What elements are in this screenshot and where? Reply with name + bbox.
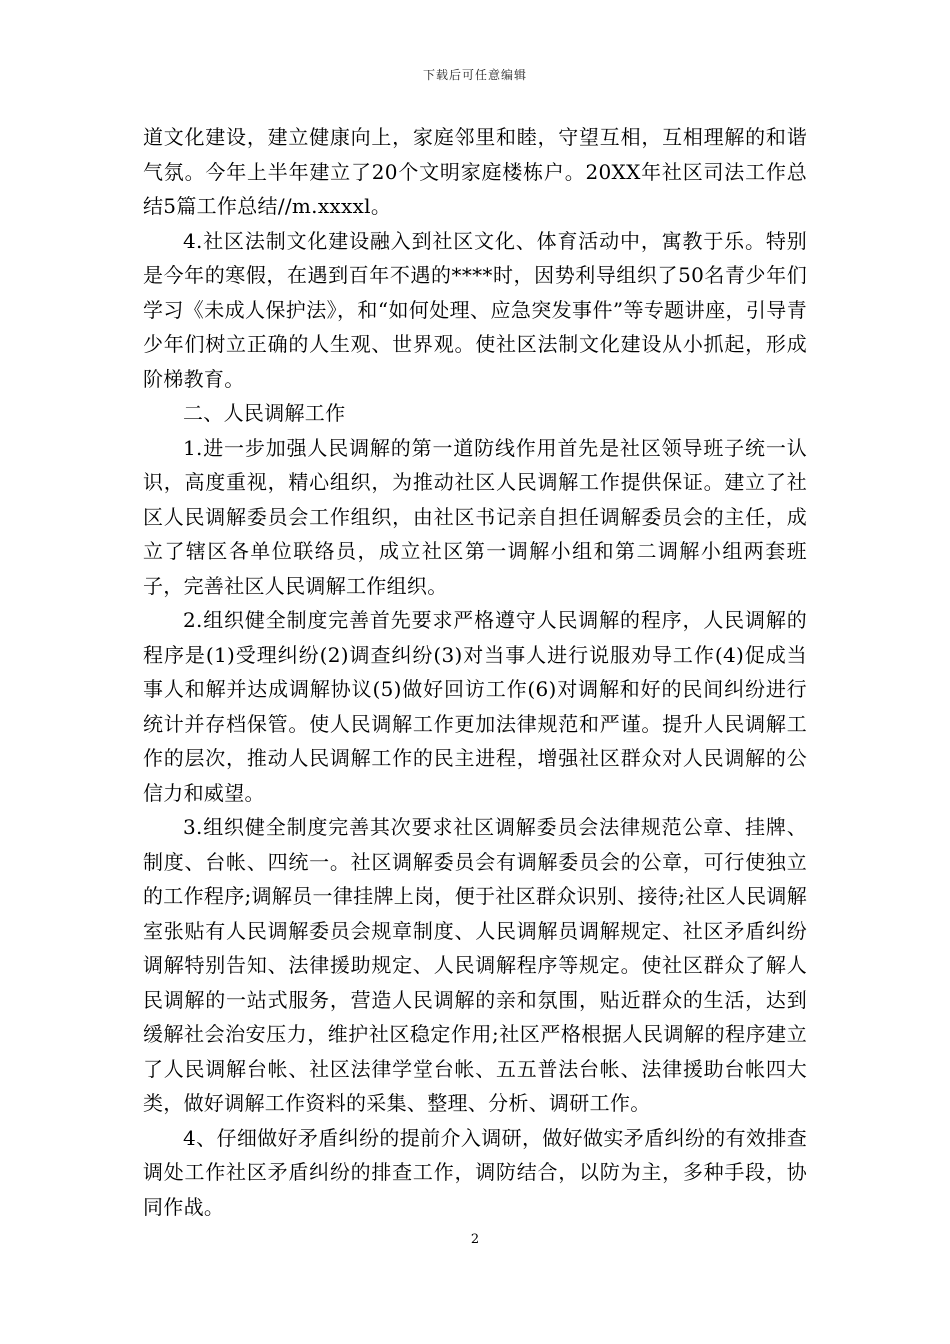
document-body — [143, 120, 807, 1224]
paragraph-4: 2.组织健全制度完善首先要求严格遵守人民调解的程序，人民调解的程序是(1)受理纠纷(2)调查纠纷(3)对当事人进行说服劝导工作(4)促成当事人和解并达成调解协议(5)做好回访工作(6)对调解和好的民间纠纷进行统计并存档保管。使人民调解工作更加法律规范和严谨。提升人民调解工作的层次，推动人民调解工作的民主进程，增强社区群众对人民调解的公信力和威望。 — [143, 608, 807, 805]
page-header: 下载后可任意编辑 — [422, 68, 527, 82]
paragraph-3: 1.进一步加强人民调解的第一道防线作用首先是社区领导班子统一认识，高度重视，精心组织，为推动社区人民调解工作提供保证。建立了社区人民调解委员会工作组织，由社区书记亲自担任调解委员会的主任，成立了辖区各单位联络员，成立社区第一调解小组和第二调解小组两套班子，完善社区人民调解工作组织。 — [143, 435, 807, 598]
page-number: 2 — [470, 1232, 480, 1247]
paragraph-5: 3.组织健全制度完善其次要求社区调解委员会法律规范公章、挂牌、制度、台帐、四统一。社区调解委员会有调解委员会的公章，可行使独立的工作程序;调解员一律挂牌上岗，便于社区群众识别、接待;社区人民调解室张贴有人民调解委员会规章制度、人民调解员调解规定、社区矛盾纠纷调解特别告知、法律援助规定、人民调解程序等规定。使社区群众了解人民调解的一站式服务，营造人民调解的亲和氛围，贴近群众的生活，达到缓解社会治安压力，维护社区稳定作用;社区严格根据人民调解的程序建立了人民调解台帐、社区法律学堂台帐、五五普法台帐、法律援助台帐四大类，做好调解工作资料的采集、整理、分析、调研工作。 — [143, 815, 807, 1115]
section-heading: 二、人民调解工作 — [183, 401, 346, 425]
paragraph-1: 道文化建设，建立健康向上，家庭邻里和睦，守望互相，互相理解的和谐气氛。今年上半年建立了20个文明家庭楼栋户。20XX年社区司法工作总结5篇工作总结//m.xxxxl。 — [143, 125, 807, 218]
paragraph-6: 4、仔细做好矛盾纠纷的提前介入调研，做好做实矛盾纠纷的有效排查调处工作社区矛盾纠纷的排查工作，调防结合，以防为主，多种手段，协同作战。 — [143, 1125, 807, 1219]
paragraph-2: 4.社区法制文化建设融入到社区文化、体育活动中，寓教于乐。特别是今年的寒假，在遇到百年不遇的****时，因势利导组织了50名青少年们学习《未成人保护法》，和“如何处理、应急突发事件”等专题讲座，引导青少年们树立正确的人生观、世界观。使社区法制文化建设从小抓起，形成阶梯教育。 — [143, 228, 807, 391]
